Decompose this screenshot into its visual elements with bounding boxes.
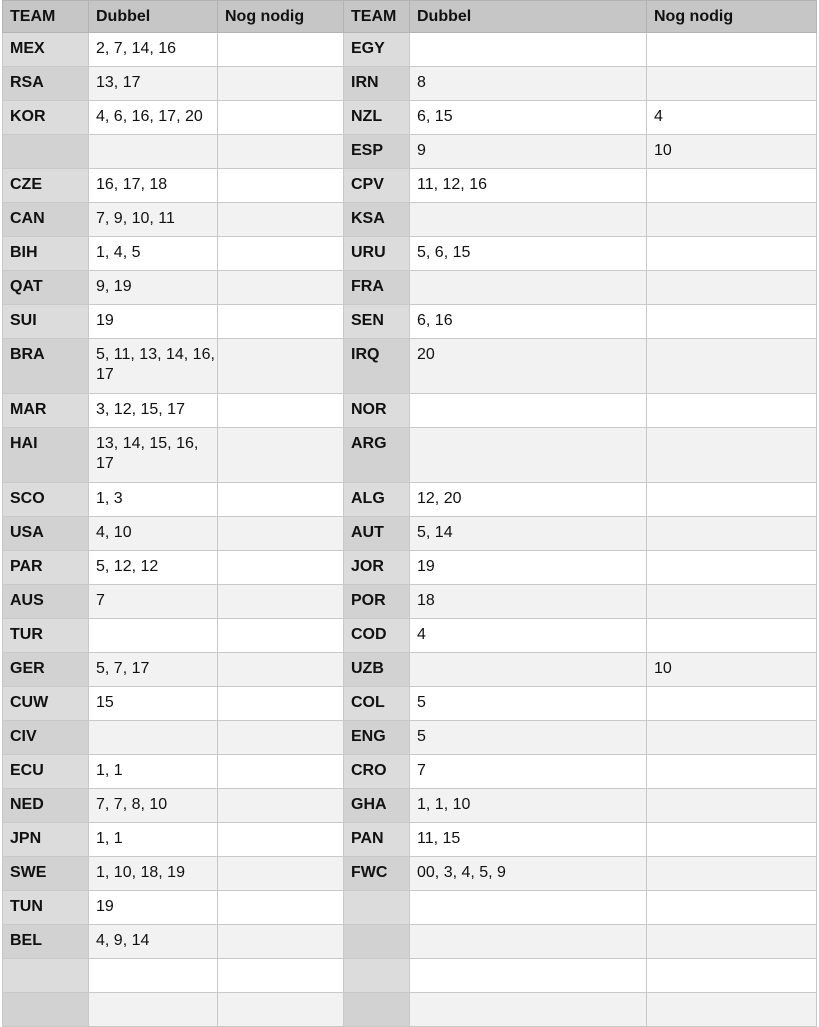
team-right-cell[interactable]: POR — [344, 585, 410, 619]
nog-nodig-right-cell[interactable] — [647, 33, 817, 67]
dubbel-left-cell[interactable]: 1, 4, 5 — [89, 237, 218, 271]
team-right-cell[interactable]: NOR — [344, 394, 410, 428]
nog-nodig-right-cell[interactable] — [647, 993, 817, 1027]
team-right-cell[interactable]: COD — [344, 619, 410, 653]
nog-nodig-left-cell[interactable] — [218, 305, 344, 339]
dubbel-left-cell[interactable]: 2, 7, 14, 16 — [89, 33, 218, 67]
table-row — [3, 483, 817, 517]
header-team-right[interactable]: TEAM — [344, 1, 410, 33]
team-right-cell[interactable]: URU — [344, 237, 410, 271]
dubbel-right-cell[interactable]: 18 — [410, 585, 647, 619]
nog-nodig-left-cell[interactable] — [218, 483, 344, 517]
dubbel-left-cell[interactable]: 5, 12, 12 — [89, 551, 218, 585]
dubbel-right-cell[interactable]: 5, 6, 15 — [410, 237, 647, 271]
table-row — [3, 653, 817, 687]
nog-nodig-right-cell[interactable] — [647, 428, 817, 483]
nog-nodig-right-cell[interactable]: 10 — [647, 135, 817, 169]
dubbel-left-cell[interactable]: 7, 7, 8, 10 — [89, 789, 218, 823]
nog-nodig-right-cell[interactable] — [647, 789, 817, 823]
table-row — [3, 67, 817, 101]
header-team-left[interactable]: TEAM — [3, 1, 89, 33]
nog-nodig-left-cell[interactable] — [218, 237, 344, 271]
dubbel-right-cell[interactable] — [410, 925, 647, 959]
team-right-cell[interactable] — [344, 993, 410, 1027]
team-left-cell[interactable]: SCO — [3, 483, 89, 517]
table-row — [3, 585, 817, 619]
nog-nodig-left-cell[interactable] — [218, 585, 344, 619]
dubbel-left-cell[interactable]: 13, 17 — [89, 67, 218, 101]
team-right-cell[interactable]: KSA — [344, 203, 410, 237]
team-right-cell[interactable]: ARG — [344, 428, 410, 483]
dubbel-right-cell[interactable] — [410, 653, 647, 687]
team-left-cell[interactable]: SUI — [3, 305, 89, 339]
dubbel-right-cell[interactable]: 19 — [410, 551, 647, 585]
nog-nodig-right-cell[interactable] — [647, 237, 817, 271]
dubbel-right-cell[interactable]: 12, 20 — [410, 483, 647, 517]
dubbel-left-cell[interactable]: 1, 3 — [89, 483, 218, 517]
dubbel-left-cell[interactable]: 4, 10 — [89, 517, 218, 551]
nog-nodig-left-cell[interactable] — [218, 33, 344, 67]
nog-nodig-left-cell[interactable] — [218, 271, 344, 305]
nog-nodig-left-cell[interactable] — [218, 993, 344, 1027]
dubbel-right-cell[interactable] — [410, 394, 647, 428]
nog-nodig-right-cell[interactable] — [647, 67, 817, 101]
nog-nodig-right-cell[interactable] — [647, 394, 817, 428]
team-left-cell[interactable]: CAN — [3, 203, 89, 237]
team-left-cell[interactable]: BEL — [3, 925, 89, 959]
team-right-cell[interactable]: SEN — [344, 305, 410, 339]
nog-nodig-left-cell[interactable] — [218, 687, 344, 721]
team-right-cell[interactable]: PAN — [344, 823, 410, 857]
nog-nodig-left-cell[interactable] — [218, 67, 344, 101]
dubbel-left-cell[interactable]: 5, 11, 13, 14, 16, 17 — [89, 339, 218, 394]
team-left-cell[interactable]: GER — [3, 653, 89, 687]
table-row — [3, 959, 817, 993]
nog-nodig-right-cell[interactable] — [647, 483, 817, 517]
dubbel-right-cell[interactable] — [410, 993, 647, 1027]
dubbel-left-cell[interactable]: 19 — [89, 305, 218, 339]
team-left-cell[interactable]: USA — [3, 517, 89, 551]
team-right-cell[interactable] — [344, 959, 410, 993]
team-right-cell[interactable]: NZL — [344, 101, 410, 135]
nog-nodig-left-cell[interactable] — [218, 959, 344, 993]
team-left-cell[interactable]: RSA — [3, 67, 89, 101]
nog-nodig-left-cell[interactable] — [218, 517, 344, 551]
table-row — [3, 305, 817, 339]
dubbel-left-cell[interactable]: 9, 19 — [89, 271, 218, 305]
nog-nodig-right-cell[interactable] — [647, 857, 817, 891]
nog-nodig-left-cell[interactable] — [218, 339, 344, 394]
table-row — [3, 789, 817, 823]
nog-nodig-left-cell[interactable] — [218, 653, 344, 687]
dubbel-right-cell[interactable]: 8 — [410, 67, 647, 101]
nog-nodig-right-cell[interactable] — [647, 551, 817, 585]
team-left-cell[interactable]: CUW — [3, 687, 89, 721]
nog-nodig-right-cell[interactable] — [647, 891, 817, 925]
dubbel-left-cell[interactable] — [89, 619, 218, 653]
team-left-cell[interactable]: JPN — [3, 823, 89, 857]
nog-nodig-right-cell[interactable] — [647, 517, 817, 551]
team-left-cell[interactable] — [3, 993, 89, 1027]
nog-nodig-right-cell[interactable] — [647, 721, 817, 755]
dubbel-right-cell[interactable] — [410, 33, 647, 67]
nog-nodig-right-cell[interactable] — [647, 619, 817, 653]
nog-nodig-left-cell[interactable] — [218, 428, 344, 483]
team-left-cell[interactable]: SWE — [3, 857, 89, 891]
dubbel-left-cell[interactable]: 19 — [89, 891, 218, 925]
dubbel-right-cell[interactable] — [410, 271, 647, 305]
team-left-cell[interactable] — [3, 959, 89, 993]
header-row — [3, 1, 817, 33]
dubbel-left-cell[interactable] — [89, 135, 218, 169]
team-right-cell[interactable]: ALG — [344, 483, 410, 517]
table-row — [3, 169, 817, 203]
nog-nodig-left-cell[interactable] — [218, 823, 344, 857]
table-row — [3, 135, 817, 169]
nog-nodig-right-cell[interactable] — [647, 585, 817, 619]
dubbel-right-cell[interactable] — [410, 203, 647, 237]
nog-nodig-left-cell[interactable] — [218, 135, 344, 169]
nog-nodig-right-cell[interactable] — [647, 305, 817, 339]
table-row — [3, 755, 817, 789]
team-left-cell[interactable]: NED — [3, 789, 89, 823]
nog-nodig-right-cell[interactable] — [647, 823, 817, 857]
nog-nodig-left-cell[interactable] — [218, 203, 344, 237]
team-left-cell[interactable] — [3, 135, 89, 169]
nog-nodig-left-cell[interactable] — [218, 394, 344, 428]
dubbel-left-cell[interactable]: 7, 9, 10, 11 — [89, 203, 218, 237]
table-row — [3, 857, 817, 891]
dubbel-right-cell[interactable]: 11, 12, 16 — [410, 169, 647, 203]
team-left-cell[interactable]: BRA — [3, 339, 89, 394]
team-right-cell[interactable]: COL — [344, 687, 410, 721]
team-right-cell[interactable]: FWC — [344, 857, 410, 891]
header-nog-nodig-left[interactable]: Nog nodig — [218, 1, 344, 33]
dubbel-left-cell[interactable]: 1, 10, 18, 19 — [89, 857, 218, 891]
team-left-cell[interactable]: PAR — [3, 551, 89, 585]
dubbel-left-cell[interactable]: 1, 1 — [89, 755, 218, 789]
nog-nodig-left-cell[interactable] — [218, 789, 344, 823]
team-right-cell[interactable]: CRO — [344, 755, 410, 789]
team-left-cell[interactable]: TUR — [3, 619, 89, 653]
dubbel-left-cell[interactable] — [89, 721, 218, 755]
team-right-cell[interactable]: FRA — [344, 271, 410, 305]
team-left-cell[interactable]: ECU — [3, 755, 89, 789]
team-left-cell[interactable]: QAT — [3, 271, 89, 305]
team-right-cell[interactable]: GHA — [344, 789, 410, 823]
nog-nodig-left-cell[interactable] — [218, 721, 344, 755]
table-row — [3, 203, 817, 237]
table-row — [3, 428, 817, 483]
dubbel-left-cell[interactable]: 13, 14, 15, 16, 17 — [89, 428, 218, 483]
table-row — [3, 101, 817, 135]
nog-nodig-left-cell[interactable] — [218, 755, 344, 789]
teams-table — [2, 0, 817, 1027]
dubbel-left-cell[interactable]: 1, 1 — [89, 823, 218, 857]
team-left-cell[interactable]: BIH — [3, 237, 89, 271]
team-left-cell[interactable]: CIV — [3, 721, 89, 755]
dubbel-right-cell[interactable]: 00, 3, 4, 5, 9 — [410, 857, 647, 891]
table-row — [3, 551, 817, 585]
dubbel-right-cell[interactable] — [410, 959, 647, 993]
dubbel-right-cell[interactable]: 11, 15 — [410, 823, 647, 857]
nog-nodig-right-cell[interactable] — [647, 755, 817, 789]
header-dubbel-right[interactable]: Dubbel — [410, 1, 647, 33]
nog-nodig-left-cell[interactable] — [218, 925, 344, 959]
team-left-cell[interactable]: TUN — [3, 891, 89, 925]
dubbel-right-cell[interactable]: 5, 14 — [410, 517, 647, 551]
table-row — [3, 891, 817, 925]
nog-nodig-right-cell[interactable] — [647, 925, 817, 959]
dubbel-left-cell[interactable]: 16, 17, 18 — [89, 169, 218, 203]
team-right-cell[interactable] — [344, 925, 410, 959]
dubbel-left-cell[interactable]: 5, 7, 17 — [89, 653, 218, 687]
table-row — [3, 619, 817, 653]
dubbel-right-cell[interactable] — [410, 428, 647, 483]
team-right-cell[interactable] — [344, 891, 410, 925]
team-right-cell[interactable]: JOR — [344, 551, 410, 585]
nog-nodig-right-cell[interactable] — [647, 169, 817, 203]
table-row — [3, 339, 817, 394]
nog-nodig-right-cell[interactable] — [647, 203, 817, 237]
dubbel-left-cell[interactable] — [89, 959, 218, 993]
table-row — [3, 687, 817, 721]
team-left-cell[interactable]: AUS — [3, 585, 89, 619]
table-row — [3, 271, 817, 305]
header-nog-nodig-right[interactable]: Nog nodig — [647, 1, 817, 33]
team-left-cell[interactable]: MEX — [3, 33, 89, 67]
table-row — [3, 993, 817, 1027]
dubbel-left-cell[interactable]: 7 — [89, 585, 218, 619]
dubbel-left-cell[interactable]: 4, 9, 14 — [89, 925, 218, 959]
team-left-cell[interactable]: KOR — [3, 101, 89, 135]
table-row — [3, 823, 817, 857]
table-row — [3, 33, 817, 67]
dubbel-right-cell[interactable]: 5 — [410, 687, 647, 721]
team-right-cell[interactable]: IRN — [344, 67, 410, 101]
team-right-cell[interactable]: AUT — [344, 517, 410, 551]
team-right-cell[interactable]: ESP — [344, 135, 410, 169]
dubbel-right-cell[interactable]: 1, 1, 10 — [410, 789, 647, 823]
nog-nodig-left-cell[interactable] — [218, 551, 344, 585]
dubbel-left-cell[interactable]: 4, 6, 16, 17, 20 — [89, 101, 218, 135]
dubbel-right-cell[interactable] — [410, 891, 647, 925]
dubbel-right-cell[interactable]: 9 — [410, 135, 647, 169]
nog-nodig-left-cell[interactable] — [218, 101, 344, 135]
team-right-cell[interactable]: IRQ — [344, 339, 410, 394]
dubbel-right-cell[interactable]: 7 — [410, 755, 647, 789]
nog-nodig-left-cell[interactable] — [218, 857, 344, 891]
dubbel-right-cell[interactable]: 5 — [410, 721, 647, 755]
nog-nodig-right-cell[interactable]: 10 — [647, 653, 817, 687]
table-row — [3, 517, 817, 551]
dubbel-right-cell[interactable]: 4 — [410, 619, 647, 653]
nog-nodig-left-cell[interactable] — [218, 891, 344, 925]
team-right-cell[interactable]: EGY — [344, 33, 410, 67]
team-right-cell[interactable]: UZB — [344, 653, 410, 687]
dubbel-left-cell[interactable] — [89, 993, 218, 1027]
dubbel-left-cell[interactable]: 3, 12, 15, 17 — [89, 394, 218, 428]
nog-nodig-right-cell[interactable] — [647, 339, 817, 394]
nog-nodig-right-cell[interactable]: 4 — [647, 101, 817, 135]
table-row — [3, 394, 817, 428]
nog-nodig-left-cell[interactable] — [218, 619, 344, 653]
team-right-cell[interactable]: CPV — [344, 169, 410, 203]
nog-nodig-right-cell[interactable] — [647, 687, 817, 721]
team-left-cell[interactable]: HAI — [3, 428, 89, 483]
table-row — [3, 721, 817, 755]
dubbel-right-cell[interactable]: 6, 15 — [410, 101, 647, 135]
team-right-cell[interactable]: ENG — [344, 721, 410, 755]
table-row — [3, 925, 817, 959]
nog-nodig-left-cell[interactable] — [218, 169, 344, 203]
dubbel-left-cell[interactable]: 15 — [89, 687, 218, 721]
header-dubbel-left[interactable]: Dubbel — [89, 1, 218, 33]
table-row — [3, 237, 817, 271]
team-left-cell[interactable]: MAR — [3, 394, 89, 428]
team-left-cell[interactable]: CZE — [3, 169, 89, 203]
nog-nodig-right-cell[interactable] — [647, 959, 817, 993]
nog-nodig-right-cell[interactable] — [647, 271, 817, 305]
dubbel-right-cell[interactable]: 6, 16 — [410, 305, 647, 339]
dubbel-right-cell[interactable]: 20 — [410, 339, 647, 394]
